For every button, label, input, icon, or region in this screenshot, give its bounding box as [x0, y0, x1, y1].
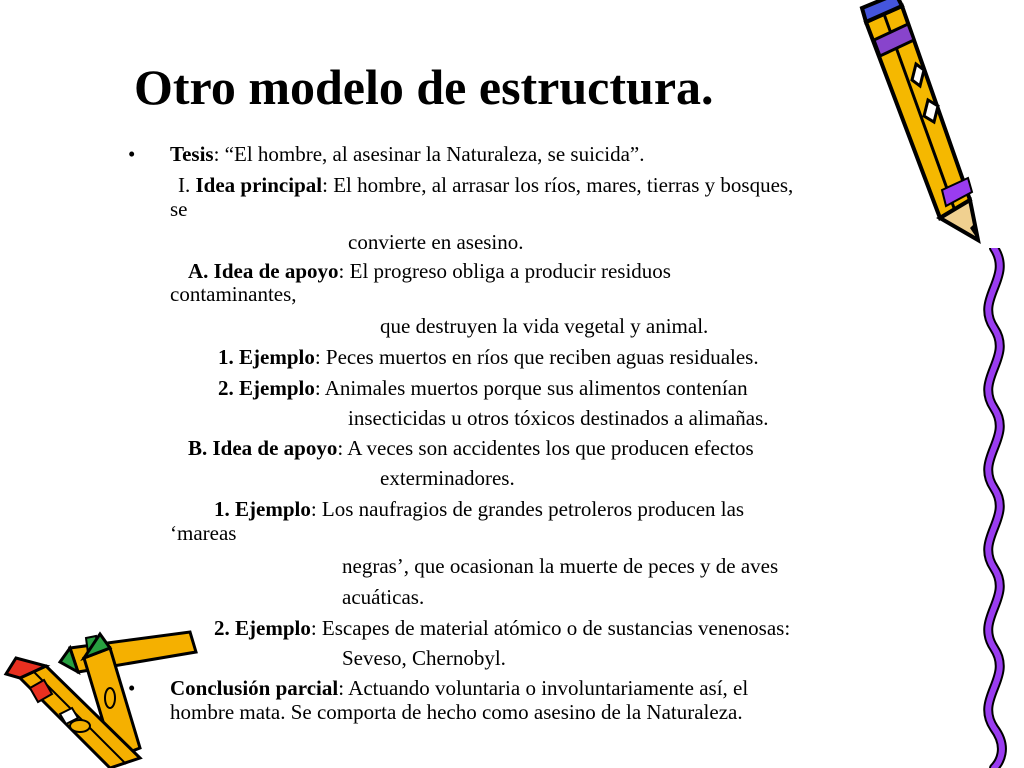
b-ejemplo-1-text: : Los naufragios de grandes petroleros producen las	[310, 497, 745, 521]
apoyo-a-cont: que destruyen la vida vegetal y animal.	[380, 314, 709, 338]
bullet-marker: •	[128, 142, 136, 166]
idea-principal-wrap: se	[170, 197, 188, 221]
a-ejemplo-1-text: : Peces muertos en ríos que reciben aguas residuales.	[314, 345, 759, 369]
a-ejemplo-2-line	[218, 377, 748, 399]
tesis-line	[170, 143, 644, 165]
tesis-text: : “El hombre, al asesinar la Naturaleza, se suicida”.	[213, 142, 645, 166]
b-ejemplo-1-label: 1. Ejemplo	[214, 497, 311, 521]
apoyo-b-label: B. Idea de apoyo	[188, 436, 338, 460]
b-ejemplo-1-line	[214, 498, 744, 520]
idea-principal-text: : El hombre, al arrasar los ríos, mares, tierras y bosques,	[322, 173, 794, 197]
conclusion-wrap: hombre mata. Se comporta de hecho como asesino de la Naturaleza.	[170, 700, 743, 724]
apoyo-b-text: : A veces son accidentes los que producen efectos	[337, 436, 754, 460]
apoyo-a-label: A. Idea de apoyo	[188, 259, 339, 283]
b-ejemplo-1-cont-2: acuáticas.	[342, 585, 425, 609]
a-ejemplo-2-label: 2. Ejemplo	[218, 376, 315, 400]
idea-principal-line	[178, 174, 793, 196]
apoyo-b-line	[188, 437, 754, 459]
b-ejemplo-2-line	[214, 617, 790, 639]
idea-principal-label: Idea principal	[195, 173, 323, 197]
b-ejemplo-1-cont-1: negras’, que ocasionan la muerte de peces y de aves	[342, 554, 779, 578]
page-title: Otro modelo de estructura.	[134, 59, 714, 115]
a-ejemplo-2-cont: insecticidas u otros tóxicos destinados a alimañas.	[348, 406, 769, 430]
pencil-icon	[858, 0, 988, 250]
apoyo-a-text: : El progreso obliga a producir residuos	[338, 259, 671, 283]
b-ejemplo-2-text: : Escapes de material atómico o de sustancias venenosas:	[310, 616, 791, 640]
conclusion-text: : Actuando voluntaria o involuntariamente así, el	[338, 676, 749, 700]
bullet-marker: •	[128, 676, 136, 700]
squiggle-line-icon	[964, 248, 1024, 768]
conclusion-line	[170, 677, 748, 699]
a-ejemplo-1-line	[218, 346, 759, 368]
b-ejemplo-1-wrap: ‘mareas	[170, 521, 237, 545]
a-ejemplo-1-label: 1. Ejemplo	[218, 345, 315, 369]
b-ejemplo-2-cont: Seveso, Chernobyl.	[342, 646, 506, 670]
a-ejemplo-2-text: : Animales muertos porque sus alimentos contenían	[314, 376, 748, 400]
idea-principal-cont: convierte en asesino.	[348, 230, 524, 254]
conclusion-label: Conclusión parcial	[170, 676, 339, 700]
apoyo-b-cont: exterminadores.	[380, 466, 515, 490]
apoyo-a-wrap: contaminantes,	[170, 282, 297, 306]
tesis-label: Tesis	[170, 142, 214, 166]
idea-principal-prefix: I.	[178, 173, 196, 197]
apoyo-a-line	[188, 260, 671, 282]
b-ejemplo-2-label: 2. Ejemplo	[214, 616, 311, 640]
